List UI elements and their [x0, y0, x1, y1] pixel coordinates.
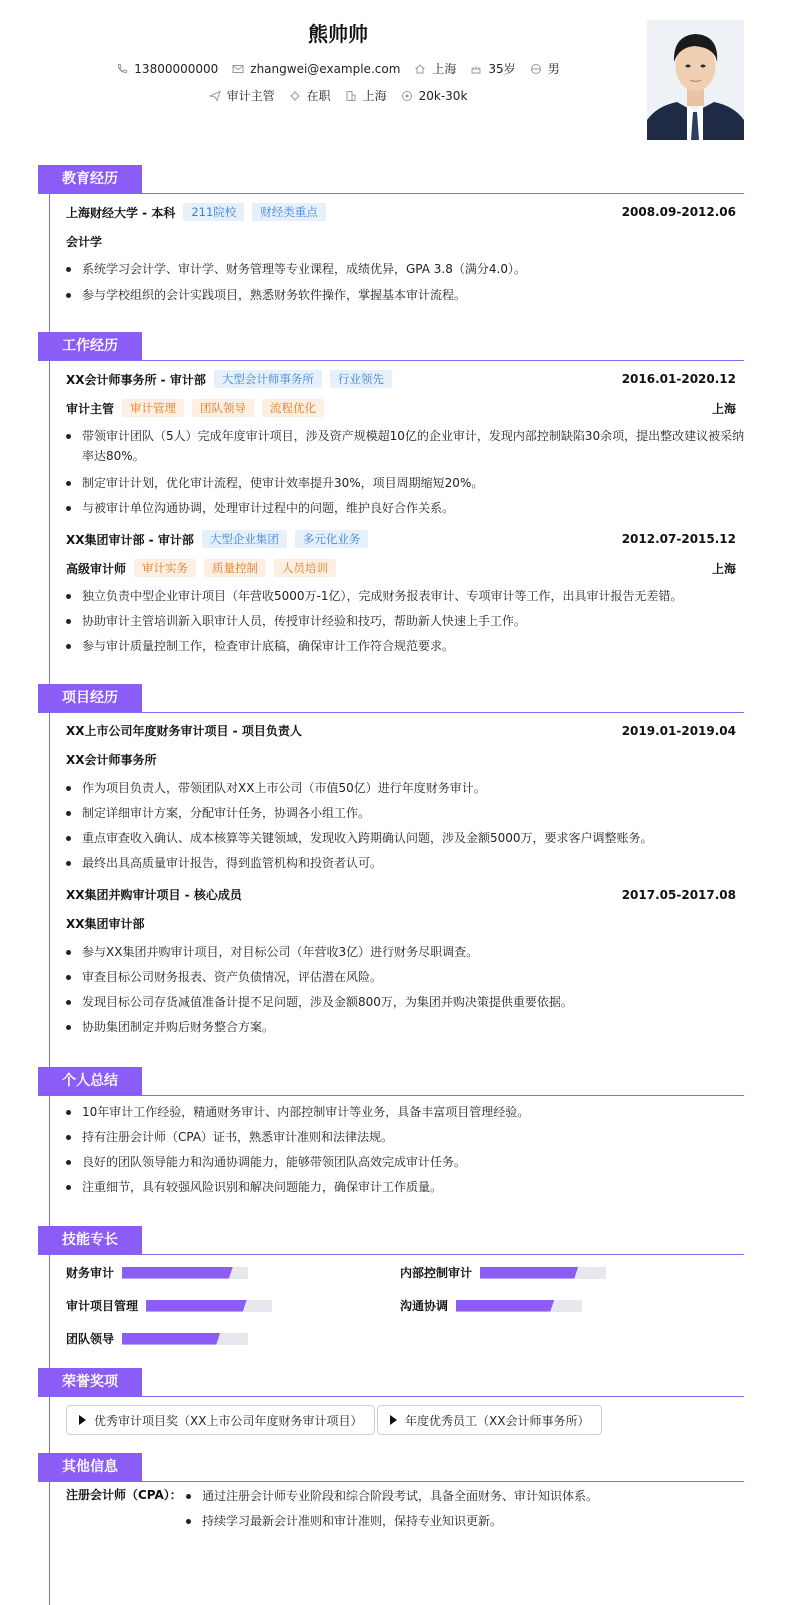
education-header-row: [66, 203, 736, 221]
list-item: 持有注册会计师（CPA）证书，熟悉审计准则和法律法规。: [66, 1127, 746, 1147]
list-item: 独立负责中型企业审计项目（年营收5000万-1亿），完成财务报表审计、专项审计等工作，出具审计报告无差错。: [66, 586, 746, 606]
profile-photo: [647, 20, 744, 140]
list-item: 带领审计团队（5人）完成年度审计项目，涉及资产规模超10亿的企业审计，发现内部控制缺陷30余项，提出整改建议被采纳率达80%。: [66, 426, 746, 466]
education-major-row: [66, 233, 736, 250]
project-header-row: [66, 886, 736, 903]
list-item: 参与XX集团并购审计项目，对目标公司（年营收3亿）进行财务尽职调查。: [66, 942, 746, 962]
work-date: 2016.01-2020.12: [621, 372, 736, 386]
section-rule: [38, 1481, 744, 1482]
list-item: 作为项目负责人，带领团队对XX上市公司（市值50亿）进行年度财务审计。: [66, 778, 746, 798]
cake-icon: [470, 63, 482, 75]
list-item: 10年审计工作经验，精通财务审计、内部控制审计等业务，具备丰富项目管理经验。: [66, 1102, 746, 1122]
list-item: 注重细节，具有较强风险识别和解决问题能力，确保审计工作质量。: [66, 1177, 746, 1197]
triangle-icon: [390, 1415, 397, 1425]
building-icon: [345, 90, 357, 102]
project-date: 2017.05-2017.08: [621, 887, 736, 902]
list-item: 最终出具高质量审计报告，得到监管机构和投资者认可。: [66, 853, 746, 873]
role-tag: 审计管理: [122, 399, 184, 417]
company-name: XX会计师事务所 - 审计部: [66, 372, 206, 387]
role-tag: 团队领导: [192, 399, 254, 417]
mail-icon: [232, 63, 244, 75]
project-org: XX集团审计部: [66, 917, 145, 931]
list-item: 参与学校组织的会计实践项目，熟悉财务软件操作，掌握基本审计流程。: [66, 285, 746, 305]
work-date: 2012.07-2015.12: [621, 532, 736, 546]
skill-label: 团队领导: [66, 1332, 115, 1346]
job-text: 审计主管: [226, 89, 275, 103]
skill-bar-fill: [146, 1300, 247, 1312]
home-icon: [414, 63, 426, 75]
list-item: 系统学习会计学、审计学、财务管理等专业课程，成绩优异，GPA 3.8（满分4.0）。: [66, 259, 746, 279]
contact-row: [0, 60, 676, 77]
school-tag: 财经类重点: [252, 203, 326, 221]
role-tag: 人员培训: [274, 559, 336, 577]
award-badge: [66, 1405, 375, 1435]
skill-bar-fill: [456, 1300, 554, 1312]
project-date: 2019.01-2019.04: [621, 723, 736, 738]
triangle-icon: [79, 1415, 86, 1425]
phone-info: [116, 62, 218, 76]
candidate-name: 熊帅帅: [308, 22, 368, 46]
coin-icon: [401, 90, 413, 102]
work-company-row: [66, 530, 736, 548]
role-tag: 质量控制: [204, 559, 266, 577]
list-item: 审查目标公司财务报表、资产负债情况，评估潜在风险。: [66, 967, 746, 987]
section-rule: [38, 712, 744, 713]
skill-item: [66, 1264, 248, 1281]
company-tag: 行业领先: [330, 370, 392, 388]
section-title-education: 教育经历: [38, 165, 142, 193]
section-title-summary: 个人总结: [38, 1067, 142, 1095]
list-item: 通过注册会计师专业阶段和综合阶段考试，具备全面财务、审计知识体系。: [186, 1486, 746, 1506]
major: 会计学: [66, 235, 103, 249]
work-role-row: [66, 399, 736, 417]
company-name: XX集团审计部 - 审计部: [66, 532, 194, 547]
list-item: 协助审计主管培训新入职审计人员，传授审计经验和技巧，帮助新人快速上手工作。: [66, 611, 746, 631]
company-tag: 多元化业务: [295, 530, 369, 548]
job-info: [209, 87, 275, 104]
skill-bar: [122, 1333, 248, 1345]
other-label: 注册会计师（CPA）：: [66, 1488, 182, 1502]
company-tag: 大型企业集团: [202, 530, 287, 548]
list-item: 参与审计质量控制工作，检查审计底稿，确保审计工作符合规范要求。: [66, 636, 746, 656]
list-item: 重点审查收入确认、成本核算等关键领域，发现收入跨期确认问题，涉及金额5000万，要求客户调整账务。: [66, 828, 746, 848]
salary-text: 20k-30k: [418, 88, 468, 103]
school-name: 上海财经大学 - 本科: [66, 205, 176, 220]
skill-label: 内部控制审计: [400, 1266, 473, 1280]
target-city-text: 上海: [362, 89, 387, 103]
skill-bar-fill: [122, 1333, 220, 1345]
skill-bar-fill: [122, 1267, 233, 1279]
skill-label: 财务审计: [66, 1266, 115, 1280]
email-text: zhangwei@example.com: [250, 61, 401, 76]
target-city-info: [345, 87, 387, 104]
job-row: [0, 87, 676, 104]
list-item: 发现目标公司存货减值准备计提不足问题，涉及金额800万，为集团并购决策提供重要依据。: [66, 992, 746, 1012]
section-title-awards: 荣誉奖项: [38, 1368, 142, 1396]
section-title-work: 工作经历: [38, 332, 142, 360]
city-text: 上海: [432, 62, 457, 76]
skill-bar: [122, 1267, 248, 1279]
section-rule: [38, 1396, 744, 1397]
role-tag: 审计实务: [134, 559, 196, 577]
project-org-row: [66, 751, 736, 768]
skill-bar: [146, 1300, 272, 1312]
education-date: 2008.09-2012.06: [621, 205, 736, 219]
project-title: XX上市公司年度财务审计项目 - 项目负责人: [66, 724, 302, 738]
phone-icon: [116, 63, 128, 75]
skill-label: 审计项目管理: [66, 1299, 139, 1313]
skill-item: [400, 1297, 582, 1314]
section-rule: [38, 193, 744, 194]
age-info: [470, 60, 515, 77]
status-icon: [289, 90, 301, 102]
skill-bar-fill: [480, 1267, 578, 1279]
age-text: 35岁: [488, 62, 516, 76]
skill-label: 沟通协调: [400, 1299, 449, 1313]
role-tag: 流程优化: [262, 399, 324, 417]
city-info: [414, 60, 456, 77]
section-rule: [38, 1254, 744, 1255]
send-icon: [209, 90, 221, 102]
list-item: 制定审计计划，优化审计流程，使审计效率提升30%，项目周期缩短20%。: [66, 473, 746, 493]
list-item: 协助集团制定并购后财务整合方案。: [66, 1017, 746, 1037]
section-rule: [38, 360, 744, 361]
award-text: 优秀审计项目奖（XX上市公司年度财务审计项目）: [94, 1413, 363, 1428]
project-header-row: [66, 722, 736, 739]
list-item: 持续学习最新会计准则和审计准则，保持专业知识更新。: [186, 1511, 746, 1531]
work-role-row: [66, 559, 736, 577]
list-item: 与被审计单位沟通协调，处理审计过程中的问题，维护良好合作关系。: [66, 498, 746, 518]
award-badge: [377, 1405, 602, 1435]
salary-info: [401, 89, 468, 103]
phone-text: 13800000000: [134, 61, 219, 76]
skill-bar: [480, 1267, 606, 1279]
work-location: 上海: [711, 561, 736, 576]
role-name: 高级审计师: [66, 561, 127, 576]
gender-info: [530, 60, 560, 77]
skill-item: [400, 1264, 606, 1281]
skill-item: [66, 1297, 272, 1314]
gender-icon: [530, 63, 542, 75]
skill-item: [66, 1330, 248, 1347]
role-name: 审计主管: [66, 401, 115, 416]
work-company-row: [66, 370, 736, 388]
project-title: XX集团并购审计项目 - 核心成员: [66, 888, 242, 902]
list-item: 制定详细审计方案，分配审计任务，协调各小组工作。: [66, 803, 746, 823]
status-text: 在职: [306, 89, 331, 103]
email-info: [232, 62, 400, 76]
resume-header: [0, 0, 794, 150]
section-title-skills: 技能专长: [38, 1226, 142, 1254]
gender-text: 男: [547, 62, 560, 76]
status-info: [289, 87, 331, 104]
section-rule: [38, 1095, 744, 1096]
school-tag: 211院校: [183, 203, 244, 221]
project-org: XX会计师事务所: [66, 753, 157, 767]
project-org-row: [66, 915, 736, 932]
award-text: 年度优秀员工（XX会计师事务所）: [405, 1413, 590, 1428]
list-item: 良好的团队领导能力和沟通协调能力，能够带领团队高效完成审计任务。: [66, 1152, 746, 1172]
skill-bar: [456, 1300, 582, 1312]
company-tag: 大型会计师事务所: [214, 370, 322, 388]
work-location: 上海: [711, 401, 736, 416]
section-title-projects: 项目经历: [38, 684, 142, 712]
section-title-other: 其他信息: [38, 1453, 142, 1481]
